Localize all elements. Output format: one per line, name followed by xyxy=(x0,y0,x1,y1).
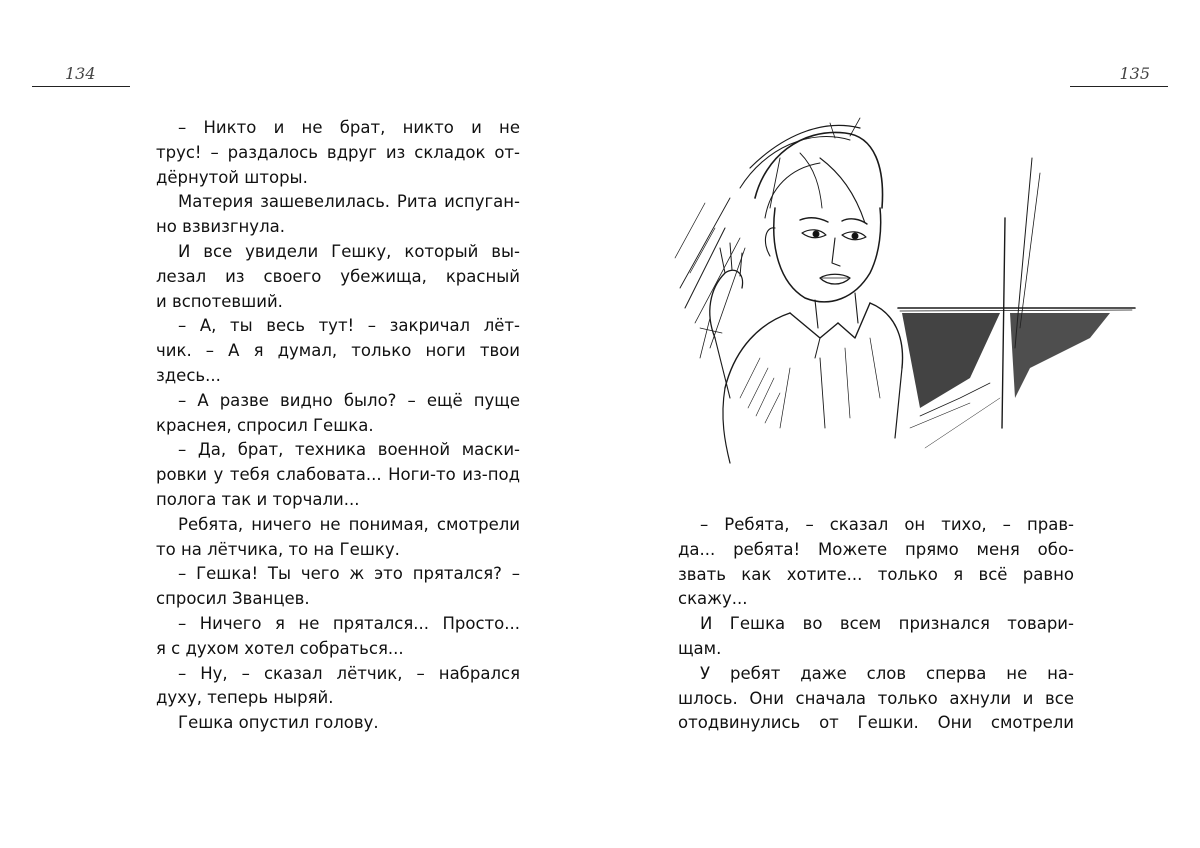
text-line: звать как хотите... только я всё равно xyxy=(678,564,1074,584)
text-line: спросил Званцев. xyxy=(156,589,310,609)
paragraph xyxy=(156,711,520,736)
text-line: Гешка опустил голову. xyxy=(178,713,379,733)
paragraph xyxy=(156,438,520,512)
paragraph xyxy=(156,190,520,240)
text-line: – Ничего я не прятался... Просто... xyxy=(178,613,520,633)
text-line: и вспотевший. xyxy=(156,291,283,311)
text-line: полога так и торчали... xyxy=(156,489,360,509)
paragraph xyxy=(156,562,520,612)
paragraph xyxy=(678,513,1074,612)
page-number-right: 135 xyxy=(1070,62,1168,87)
paragraph xyxy=(678,612,1074,662)
text-line: здесь... xyxy=(156,365,221,385)
text-line: то на лётчика, то на Гешку. xyxy=(156,539,400,559)
paragraph xyxy=(156,513,520,563)
text-line: Материя зашевелилась. Рита испуган- xyxy=(178,192,520,212)
paragraph xyxy=(156,116,520,190)
paragraph xyxy=(156,314,520,388)
text-line: трус! – раздалось вдруг из складок от- xyxy=(156,142,520,162)
text-line: чик. – А я думал, только ноги твои xyxy=(156,341,520,361)
text-line: – Гешка! Ты чего ж это прятался? – xyxy=(178,564,520,584)
paragraph xyxy=(678,662,1074,736)
illustration-boy-sketch xyxy=(670,98,1140,470)
text-line: краснея, спросил Гешка. xyxy=(156,415,374,435)
paragraph xyxy=(156,389,520,439)
text-line: отодвинулись от Гешки. Они смотрели xyxy=(678,713,1074,733)
text-line: дёрнутой шторы. xyxy=(156,167,308,187)
text-line: – А разве видно было? – ещё пуще xyxy=(178,390,520,410)
left-page-text xyxy=(156,116,520,736)
text-line: скажу... xyxy=(678,589,748,609)
paragraph xyxy=(156,612,520,662)
paragraph xyxy=(156,662,520,712)
text-line: И Гешка во всем признался товари- xyxy=(700,614,1074,634)
text-line: шлось. Они сначала только ахнули и все xyxy=(678,688,1074,708)
text-line: щам. xyxy=(678,638,722,658)
text-line: духу, теперь ныряй. xyxy=(156,688,334,708)
paragraph xyxy=(156,240,520,314)
text-line: да... ребята! Можете прямо меня обо- xyxy=(678,539,1074,559)
text-line: У ребят даже слов сперва не на- xyxy=(700,663,1074,683)
text-line: – Да, брат, техника военной маски- xyxy=(178,440,520,460)
text-line: – А, ты весь тут! – закричал лёт- xyxy=(178,316,520,336)
text-line: И все увидели Гешку, который вы- xyxy=(178,241,520,261)
text-line: но взвизгнула. xyxy=(156,217,285,237)
right-page xyxy=(600,0,1200,848)
page-number-left: 134 xyxy=(32,62,130,87)
text-line: я с духом хотел собраться... xyxy=(156,638,404,658)
text-line: лезал из своего убежища, красный xyxy=(156,266,520,286)
text-line: – Никто и не брат, никто и не xyxy=(178,118,520,137)
right-page-text xyxy=(678,513,1074,736)
text-line: ровки у тебя слабовата... Ноги-то из-под xyxy=(156,465,520,485)
text-line: Ребята, ничего не понимая, смотрели xyxy=(178,514,520,534)
text-line: – Ребята, – сказал он тихо, – прав- xyxy=(700,515,1074,534)
text-line: – Ну, – сказал лётчик, – набрался xyxy=(178,663,520,683)
